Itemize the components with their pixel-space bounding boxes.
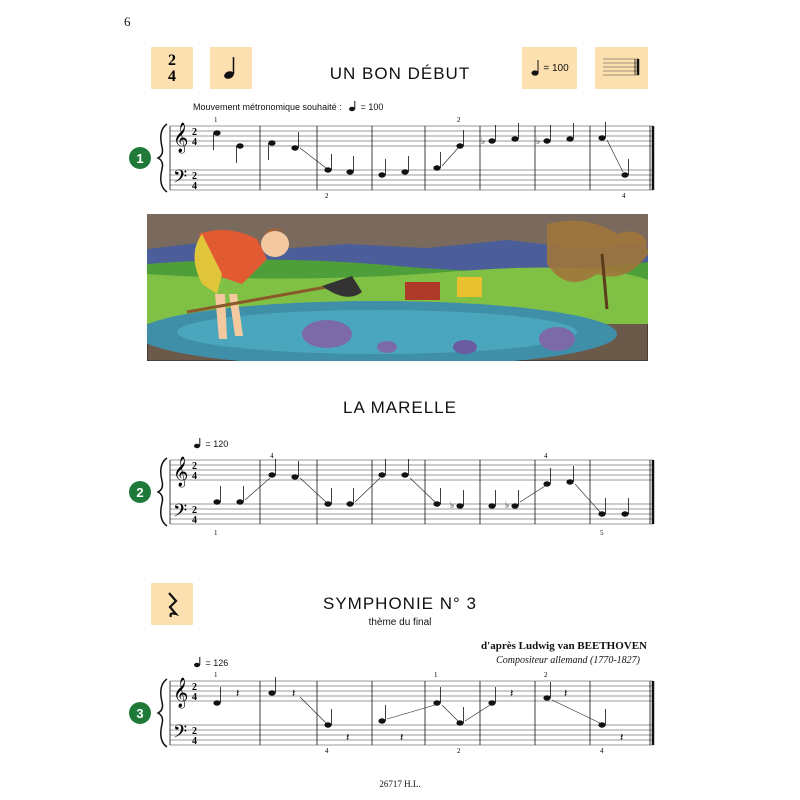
- bass-clef: 𝄢: [173, 166, 188, 191]
- fingering: 1: [214, 671, 218, 679]
- notes: [213, 677, 605, 728]
- time-signature-box: [151, 47, 193, 89]
- time-sig: 4: [192, 515, 197, 526]
- fingering: 4: [622, 192, 626, 200]
- quarter-note-icon: [530, 58, 542, 78]
- tempo-value: = 120: [205, 439, 229, 449]
- fingering: 4: [325, 747, 329, 755]
- fingering: 4: [544, 452, 548, 460]
- bass-clef: 𝄢: [173, 500, 188, 525]
- time-sig: 2: [192, 682, 197, 693]
- barlines: [170, 460, 653, 524]
- quarter-rest: 𝄽: [292, 688, 296, 700]
- final-barline-box: [595, 47, 648, 89]
- rests: [236, 688, 623, 744]
- composer-note: Compositeur allemand (1770-1827): [496, 655, 640, 666]
- fingering: 2: [544, 671, 548, 679]
- brace: [158, 679, 167, 747]
- final-barline-icon: [595, 47, 648, 89]
- quarter-note-box: [210, 47, 252, 89]
- fishing-boy-illustration: [147, 214, 648, 361]
- quarter-note-icon: [210, 47, 252, 89]
- time-sig: 2: [192, 726, 197, 737]
- time-sig: 4: [192, 736, 197, 747]
- piece-1-title: UN BON DÉBUT: [329, 64, 471, 83]
- fingering: 1: [434, 671, 438, 679]
- exercise-number-badge: 1: [129, 147, 151, 169]
- fingering: 5: [600, 529, 604, 537]
- time-signature: [151, 47, 193, 89]
- fingering: 4: [270, 452, 274, 460]
- quarter-rest: 𝄽: [510, 688, 514, 700]
- exercise-number-badge: 3: [129, 702, 151, 724]
- music-system-2: [150, 444, 660, 544]
- time-sig-top: 2: [168, 52, 176, 69]
- flat-sign: ♭: [481, 136, 486, 146]
- exercise-number-badge: 2: [129, 481, 151, 503]
- time-sig: 4: [192, 692, 197, 703]
- quarter-rest: 𝄽: [564, 688, 568, 700]
- flat-sign: ♭: [536, 136, 541, 146]
- time-sig: 4: [192, 471, 197, 482]
- fingering: 1: [214, 529, 218, 537]
- quarter-rest: 𝄽: [236, 688, 240, 700]
- brace: [158, 124, 167, 192]
- quarter-rest: 𝄽: [400, 732, 404, 744]
- treble-staff: [170, 126, 653, 146]
- tempo-value: = 126: [205, 658, 229, 668]
- time-sig: 4: [192, 181, 197, 192]
- fingering: 2: [457, 116, 461, 124]
- footer-catalog-number: 26717 H.L.: [379, 779, 421, 789]
- bass-clef: 𝄢: [173, 721, 188, 746]
- tempo-box-value: = 100: [543, 62, 569, 74]
- time-sig: 4: [192, 137, 197, 148]
- music-system-3: [150, 665, 660, 765]
- time-sig: 2: [192, 505, 197, 516]
- quarter-rest: 𝄽: [346, 732, 350, 744]
- music-system-1: [150, 110, 660, 210]
- tempo-label-text: Mouvement métronomique souhaité :: [193, 102, 342, 112]
- barlines: [170, 681, 653, 745]
- time-sig: 2: [192, 461, 197, 472]
- treble-staff: [170, 681, 653, 701]
- time-sig: 2: [192, 127, 197, 138]
- piece-2-title: LA MARELLE: [343, 398, 457, 417]
- treble-clef: 𝄞: [173, 457, 189, 486]
- flat-sign: ♭: [450, 500, 455, 510]
- composer: d'après Ludwig van BEETHOVEN: [481, 640, 647, 652]
- piece-3-title: SYMPHONIE N° 3: [323, 594, 477, 613]
- rest-box: [151, 583, 193, 625]
- brace: [158, 458, 167, 526]
- piece-3-subtitle: thème du final: [368, 617, 432, 628]
- fingering: 2: [457, 747, 461, 755]
- fingering: 1: [214, 116, 218, 124]
- notes: [213, 459, 628, 517]
- bass-staff: [170, 170, 653, 190]
- treble-clef: 𝄞: [173, 123, 189, 152]
- bass-staff: [170, 504, 653, 524]
- treble-staff: [170, 460, 653, 480]
- quarter-rest: 𝄽: [620, 732, 624, 744]
- quarter-rest-icon: [151, 583, 193, 625]
- tempo-value: = 100: [360, 102, 384, 112]
- treble-clef: 𝄞: [173, 678, 189, 707]
- barlines: [170, 126, 653, 190]
- time-sig-bottom: 4: [168, 68, 176, 85]
- time-sig: 2: [192, 171, 197, 182]
- tempo-box: [522, 47, 577, 89]
- flat-sign: ♭: [505, 500, 510, 510]
- bass-staff: [170, 725, 653, 745]
- fingering: 4: [600, 747, 604, 755]
- page-number: 6: [124, 14, 131, 29]
- fingering: 2: [325, 192, 329, 200]
- notes: [213, 122, 628, 178]
